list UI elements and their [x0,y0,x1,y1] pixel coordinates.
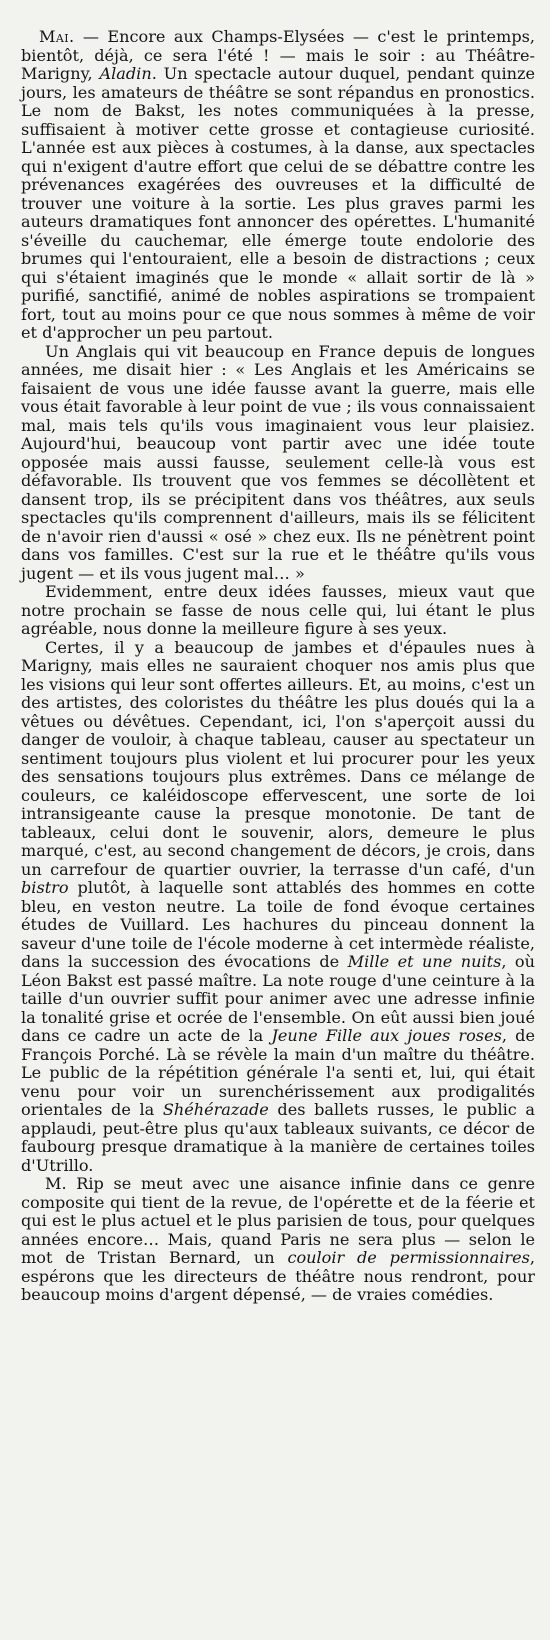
italic-title: Jeune Fille aux joues roses [271,1026,502,1045]
paragraph-lead: Mai. [39,27,75,46]
paragraph-5 [21,1175,535,1305]
paragraph-1 [21,28,535,343]
text-segment: . Un spectacle autour duquel, pendant quinze jours, les amateurs de théâtre se sont répandus en pronostics. Le nom de Bakst, les notes communiquées à la presse, suffisaient à motiver cette grosse et contagieuse curiosité. L'année est aux pièces à costumes, à la danse, aux spectacles qui n'exigent d'autre effort que celui de se débattre contre les prévenances exagérées des ouvreuses et la difficulté de trouver une voiture à la sortie. Les plus graves parmi les auteurs dramatiques font annoncer des opérettes. L'humanité s'éveille du cauchemar, elle émerge toute endolorie des brumes qui l'entouraient, elle a besoin de distractions ; ceux qui s'étaient imaginés que le monde « allait sortir de là » purifié, sanctifié, animé de nobles aspirations se trompaient fort, tout au moins pour ce que nous sommes à même de voir et d'approcher un peu partout. [21,64,535,342]
text-segment: plutôt, à laquelle sont attablés des hommes en cotte bleu, en veston neutre. La toile de fond évoque certaines études de Vuillard. Les hachures du pinceau donnent la saveur d'une toile de l'école moderne à cet intermède réaliste, dans la succession des évocations de [21,878,535,971]
italic-phrase: couloir de permissionnaires [287,1248,530,1267]
text-segment: Un Anglais qui vit beaucoup en France depuis de longues années, me disait hier : « Les Anglais et les Américains se faisaient de vous une idée fausse avant la guerre, mais elle vous était favorable à leur point de vue ; ils vous connaissaient mal, mais tels qu'ils vous imaginaient vous leur plaisiez. Aujourd'hui, beaucoup vont partir avec une idée toute opposée mais aussi fausse, seulement celle-là vous est défavorable. Ils trouvent que vos femmes se décollètent et dansent trop, ils se précipitent dans vos théâtres, aux seuls spectacles qu'ils comprennent d'ailleurs, mais ils se félicitent de n'avoir rien d'aussi « osé » chez eux. Ils ne pénètrent point dans vos familles. C'est sur la rue et le théâtre qu'ils vous jugent — et ils vous jugent mal… » [21,341,535,583]
italic-word: bistro [21,878,69,897]
text-segment: Certes, il y a beaucoup de jambes et d'épaules nues à Marigny, mais elles ne sauraient choquer nos amis plus que les visions qui leur sont offertes ailleurs. Et, au moins, c'est un des artistes, des coloristes du théâtre les plus doués qui la a vêtues ou dévêtues. Cependant, ici, l'on s'aperçoit aussi du danger de vouloir, à chaque tableau, causer au spectateur un sentiment toujours plus violent et lui procurer pour les yeux des sensations toujours plus extrêmes. Dans ce mélange de couleurs, ce kaléidoscope effervescent, une sorte de loi intransigeante cause la presque monotonie. De tant de tableaux, celui dont le souvenir, alors, demeure le plus marqué, c'est, au second changement de décors, je crois, dans un carrefour de quartier ouvrier, la terrasse d'un café, d'un [21,637,535,879]
text-segment: — Encore aux Champs-Elysées — c'est le printemps, bientôt, déjà, ce sera l'été ! — mais le soir : au Théâtre-Marigny, [21,27,535,83]
italic-title: Mille et une nuits [347,952,502,971]
article-text [21,28,535,1305]
text-segment: des ballets russes, le public a applaudi, peut-être plus qu'aux tableaux suivants, ce décor de faubourg presque dramatique à la manière de certaines toiles d'Utrillo. [21,1100,536,1175]
text-segment: , de François Porché. Là se révèle la main d'un maître du théâtre. Le public de la répétition générale l'a senti et, lui, qui était venu pour voir un surenchérissement aux prodigalités orientales de la [21,1026,535,1119]
text-segment: Evidemment, entre deux idées fausses, mieux vaut que notre prochain se fasse de nous celle qui, lui étant le plus agréable, nous donne la meilleure figure à ses yeux. [21,582,535,638]
paragraph-2 [21,343,535,584]
paragraph-4 [21,639,535,1176]
italic-title: Shéhérazade [162,1100,269,1119]
text-segment: , espérons que les directeurs de théâtre nous rendront, pour beaucoup moins d'argent dépensé, — de vraies comédies. [21,1248,535,1304]
text-segment: M. Rip se meut avec une aisance infinie dans ce genre composite qui tient de la revue, de l'opérette et de la féerie et qui est le plus actuel et le plus parisien de tous, pour quelques années encore… Mais, quand Paris ne sera plus — selon le mot de Tristan Bernard, un [21,1174,535,1267]
italic-title: Aladin [99,64,152,83]
text-segment: , où Léon Bakst est passé maître. La note rouge d'une ceinture à la taille d'un ouvrier suffit pour animer avec une adresse infinie la tonalité grise et ocrée de l'ensemble. On eût aussi bien joué dans ce cadre un acte de la [21,952,535,1045]
paragraph-3 [21,583,535,639]
